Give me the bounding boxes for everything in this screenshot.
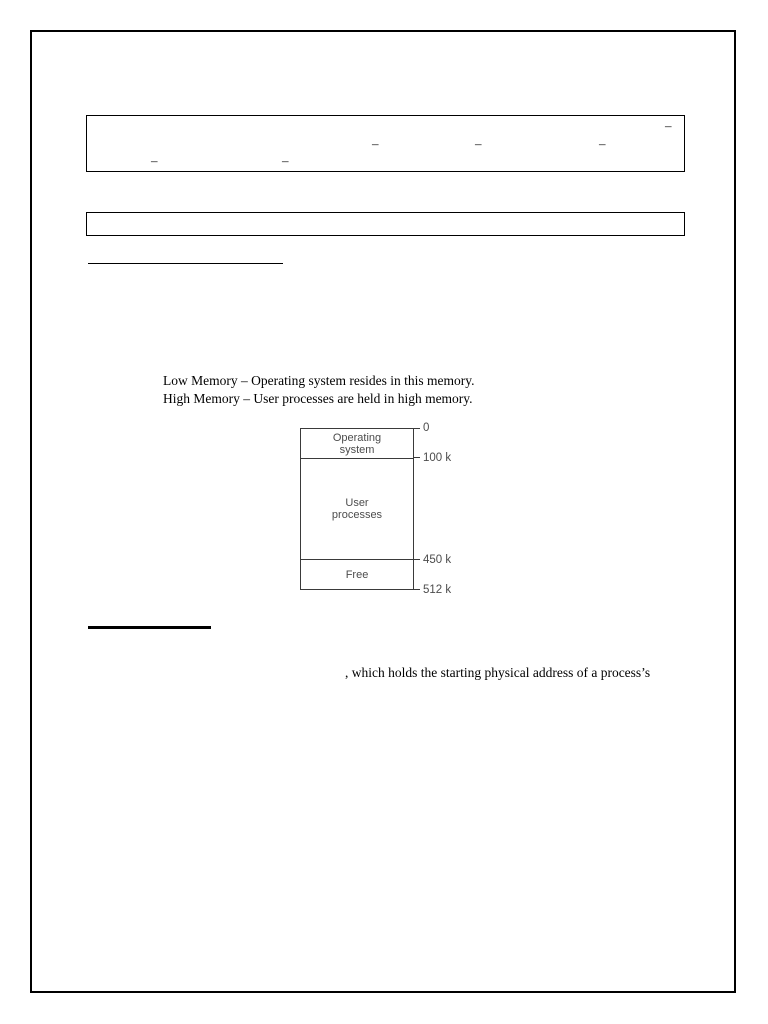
memory-block-label: Free — [345, 568, 369, 581]
empty-box — [86, 212, 685, 236]
memory-block-label: User processes — [331, 497, 383, 521]
dash-mark: – — [599, 136, 606, 151]
memory-block-operating-system — [301, 429, 413, 458]
tick-label-0: 0 — [423, 422, 430, 434]
tick-label-450k: 450 k — [423, 554, 452, 566]
tick-label-512k: 512 k — [423, 584, 452, 596]
body-text-fragment: , which holds the starting physical address of a process’s — [345, 665, 651, 680]
section-underline — [88, 626, 211, 629]
dash-mark: – — [282, 153, 289, 168]
dash-mark: – — [372, 136, 379, 151]
dash-mark: – — [475, 136, 482, 151]
memory-notes — [163, 372, 474, 408]
tick-label-100k: 100 k — [423, 452, 452, 464]
header-box — [86, 115, 685, 172]
tick-mark — [413, 428, 420, 429]
memory-diagram — [300, 428, 414, 590]
heading-underline — [88, 263, 283, 264]
memory-block-free — [301, 559, 413, 589]
dash-mark: – — [665, 118, 672, 133]
tick-mark — [413, 589, 420, 590]
memory-block-label: Operating system — [332, 431, 382, 456]
memory-block-user-processes — [301, 458, 413, 559]
tick-mark — [413, 559, 420, 560]
dash-mark: – — [151, 153, 158, 168]
note-high-memory: High Memory – User processes are held in high memory. — [163, 391, 473, 406]
note-low-memory: Low Memory – Operating system resides in this memory. — [163, 373, 475, 388]
tick-mark — [413, 457, 420, 458]
